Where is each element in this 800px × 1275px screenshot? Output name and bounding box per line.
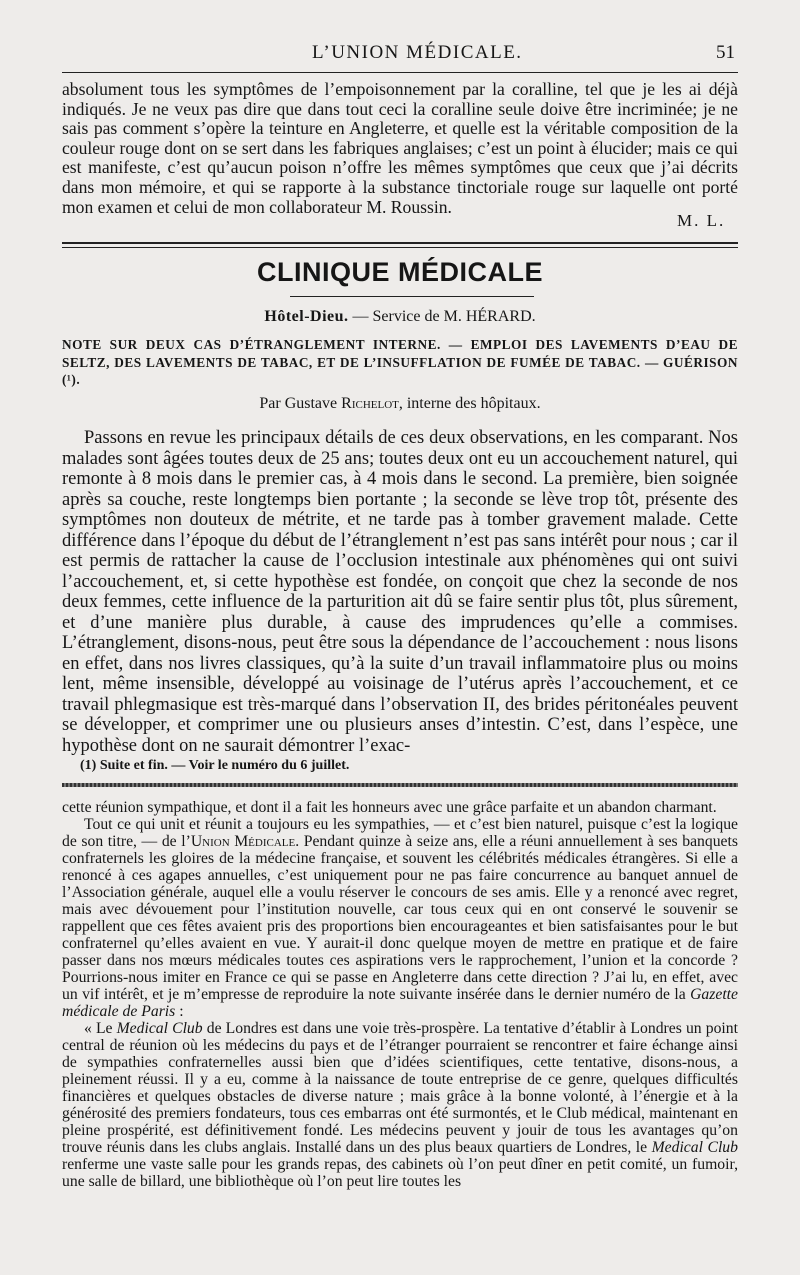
- running-head: [0, 42, 800, 64]
- byline-prefix: Par Gustave: [259, 395, 342, 412]
- feuilleton-quote: « Le Medical Club de Londres est dans une voie très-prospère. La tentative d’établir à Londres un point central de réunion où les médecins du pays et de l’étranger pourraient se rencontrer et faire échange ainsi de sympathies confraternelles aussi bien que d’idées scientifiques, cette tentative, disons-nous, a pleinement réussi. Il y a eu, comme à la naissance de toute entreprise de ce genre, quelques difficultés financières et quelques obstacles de diverse nature ; mais grâce à la bonne volonté, à l’énergie et à la générosité des premiers fondateurs, tous ces embarras ont été surmontés, et le Club médical, maintenant en pleine prospérité, est définitivement fondé. Les médecins peuvent y jouir de tous les avantages qu’on trouve réunis dans les clubs anglais. Installé dans un des plus beaux quartiers de Londres, le Medical Club renferme une vaste salle pour les grands repas, des cabinets où l’on peut dîner en petit comité, un fumoir, une salle de billard, une bibliothèque où l’on peut lire toutes les: [62, 1020, 738, 1190]
- section-title: CLINIQUE MÉDICALE: [256, 257, 543, 287]
- cited-journal: Gazette médicale de Paris: [62, 986, 738, 1020]
- feuilleton-divider: [62, 783, 738, 787]
- byline-suffix: , interne des hôpitaux.: [398, 395, 541, 412]
- journal-name: Union Médicale: [190, 833, 296, 850]
- section-divider: [62, 242, 738, 248]
- footnote: (1) Suite et fin. — Voir le numéro du 6 juillet.: [80, 758, 350, 773]
- signature: M. L.: [677, 211, 726, 230]
- opening-paragraph: absolument tous les symptômes de l’empoisonnement par la coralline, tel que je les ai déjà indiqués. Je ne veux pas dire que dans tout ceci la coralline seule doive être incriminée; je ne sais pas comment s’opère la teinture en Angleterre, et quelle est la véritable composition de la couleur rouge dont on se sert dans les fabriques anglaises; c’est un point à élucider; mais ce qui est manifeste, c’est qu’aucun poison n’offre les mêmes symptômes que ceux que j’ai décrits dans mon mémoire, et qui se rapporte à la substance tinctoriale rouge sur laquelle ont porté mon examen et celui de mon collaborateur M. Roussin.: [62, 79, 738, 217]
- service-text: — Service de M. HÉRARD.: [348, 308, 536, 325]
- club-name: Medical Club: [116, 1020, 203, 1037]
- article-body: Passons en revue les principaux détails de ces deux observations, en les comparant. Nos malades sont âgées toutes deux de 25 ans; toutes deux ont eu un accouchement naturel, qui remonte à 8 mois dans le premier cas, à 4 mois dans le second. La première, bien soignée après sa couche, reste longtemps bien portante ; la seconde se lève trop tôt, présente des symptômes non douteux de métrite, et ne tarde pas à tomber gravement malade. Cette différence dans l’époque du début de l’étranglement n’est pas sans intérêt pour nous ; car il est permis de rattacher la cause de l’occlusion intestinale aux phénomènes qui ont suivi l’accouchement, et, si cette hypothèse est fondée, on conçoit que chez la seconde de nos deux femmes, cette influence de la parturition ait dû se faire sentir plus tôt, plus sûrement, et d’une manière plus durable, à cause des imprudences qu’elle a commises. L’étranglement, disons-nous, peut être sous la dépendance de l’accouchement : nous lisons en effet, dans nos livres classiques, qu’à la suite d’un travail inflammatoire plus ou moins lent, même insensible, développé au voisinage de l’utérus après l’accouchement, et ce travail phlegmasique est très-marqué dans l’observation II, des brides péritonéales peuvent se développer, et comprimer une ou plusieurs anses d’intestin. C’est, dans l’espèce, une hypothèse dont on ne saurait démontrer l’exac-: [62, 428, 738, 756]
- feuilleton-paragraph: Tout ce qui unit et réunit a toujours eu les sympathies, — et c’est bien naturel, puisque c’est la logique de son titre, — de l’Union Médicale. Pendant quinze à seize ans, elle a réuni annuellement à ses banquets confraternels les gloires de la médecine française, et souvent les célébrités médicales étrangères. Si elle a renoncé à ces agapes annuelles, c’est uniquement pour ne pas faire concurrence au banquet annuel de l’Association générale, auquel elle a voulu réserver le concours de ses amis. Elle y a renoncé avec regret, mais avec dévouement pour l’institution nouvelle, car tous ceux qui en ont conservé le souvenir se rappellent que ces fêtes avaient pris des proportions bien encourageantes et bien satisfaisantes pour le but confraternel qu’elles avaient en vue. Y aurait-il donc quelque moyen de mettre en pratique et de faire passer dans nos mœurs médicales toutes ces aspirations vers le rapprochement, l’union et la concorde ? Pourrions-nous imiter en France ce qui se passe en Angleterre dans cette direction ? J’ai lu, en effet, avec un vif intérêt, et je m’empresse de reproduire la note suivante insérée dans le dernier numéro de la Gazette médicale de Paris :: [62, 816, 738, 1020]
- page-number: 51: [716, 42, 735, 63]
- byline: [62, 395, 738, 413]
- feuilleton-text: [62, 799, 738, 1190]
- journal-title: L’UNION MÉDICALE.: [312, 42, 523, 63]
- article-title: NOTE SUR DEUX CAS D’ÉTRANGLEMENT INTERNE. — EMPLOI DES LAVEMENTS D’EAU DE SELTZ, DES LAVEMENTS DE TABAC, ET DE L’INSUFFLATION DE FUMÉE DE TABAC. — GUÉRISON (¹).: [62, 337, 738, 387]
- byline-author: Richelot: [341, 395, 399, 412]
- feuilleton-paragraph: cette réunion sympathique, et dont il a fait les honneurs avec une grâce parfaite et un abandon charmant.: [62, 799, 717, 816]
- header-rule: [62, 72, 738, 73]
- hospital-name: Hôtel-Dieu.: [264, 308, 349, 325]
- club-name: Medical Club: [651, 1139, 738, 1156]
- service-line: [62, 308, 738, 326]
- section-title-rule: [290, 296, 534, 297]
